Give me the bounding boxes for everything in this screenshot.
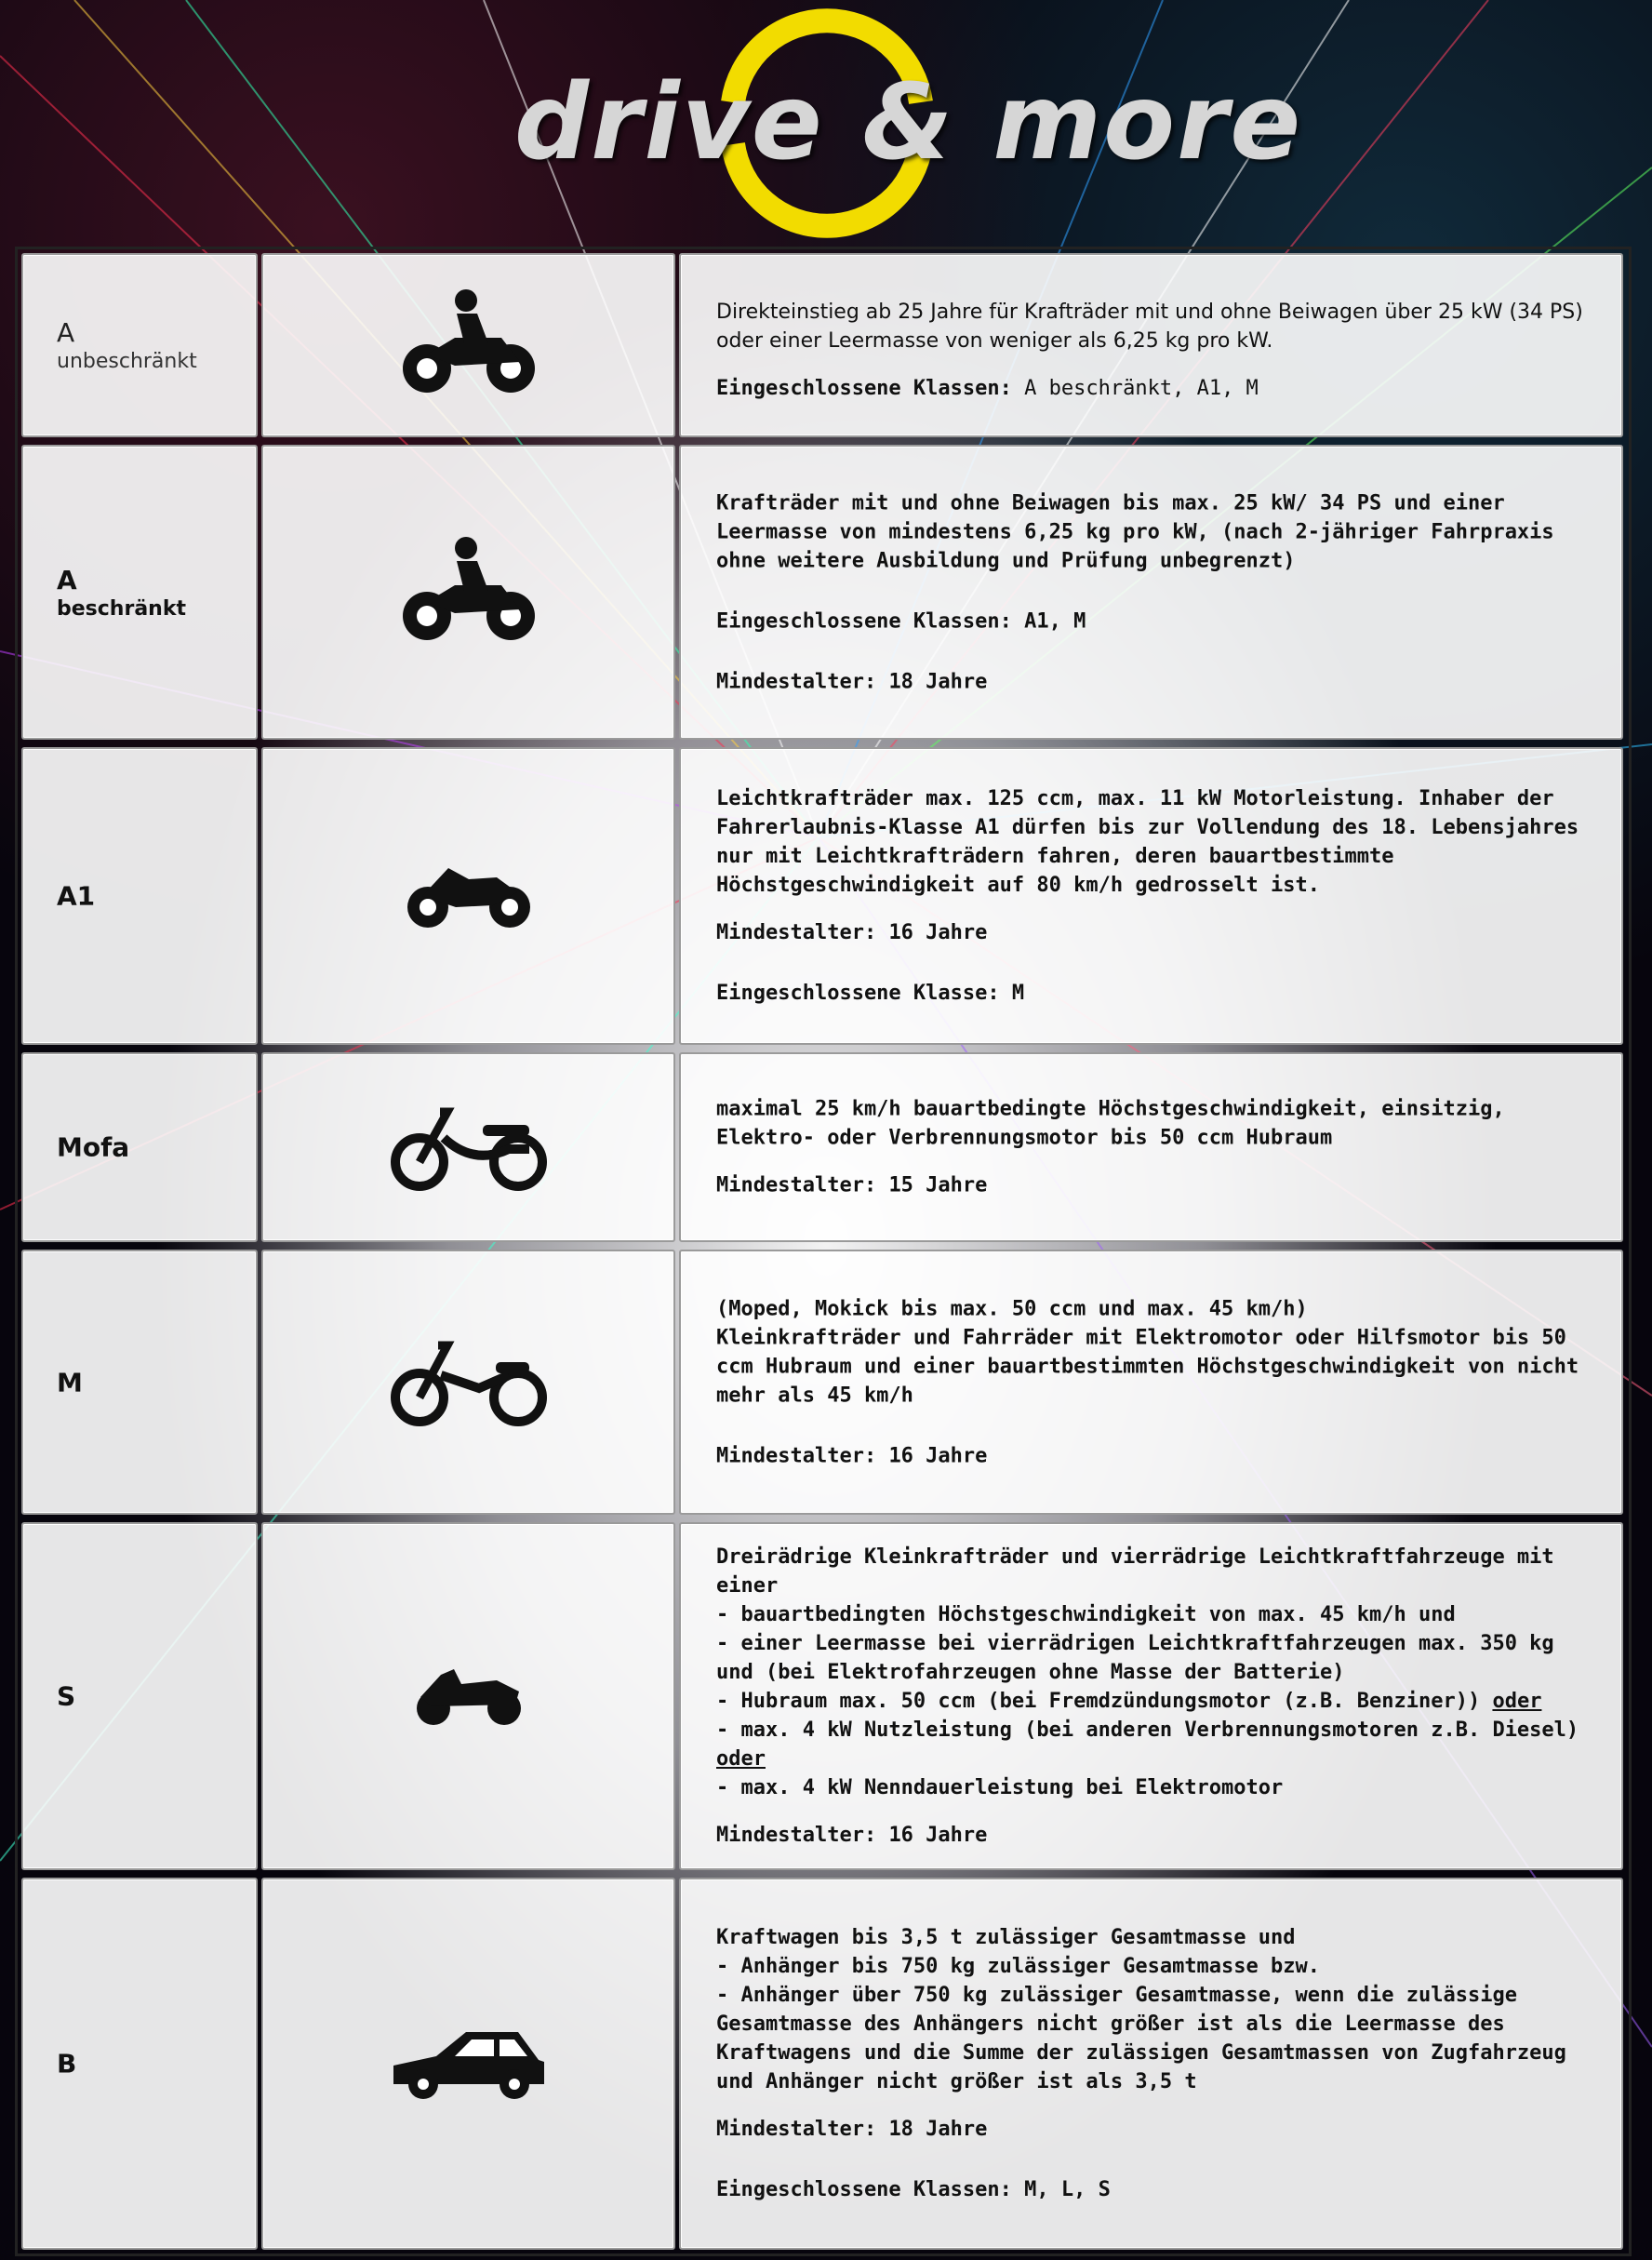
min-age-value: 16 Jahre [888, 921, 988, 944]
min-age-label: Mindestalter: [716, 2118, 877, 2141]
oder-label: oder [716, 1747, 766, 1771]
description-text: - max. 4 kW Nutzleistung (bei anderen Verbrennungsmotoren z.B. Diesel) [716, 1718, 1579, 1742]
class-label: A unbeschränkt [57, 317, 197, 373]
description-cell [679, 445, 1623, 740]
table-row-b [18, 1874, 1629, 2253]
brand-logo[interactable]: drive & more [514, 62, 1303, 183]
description-cell [679, 253, 1623, 437]
table-row-mofa [18, 1049, 1629, 1246]
class-cell [21, 1878, 258, 2250]
description-text: - Anhänger über 750 kg zulässiger Gesamtmasse, wenn die zulässige Gesamtmasse des Anhängers nicht größer ist als die Leermasse des Kraftwagens und die Summe der zulässigen Gesamtmassen von Zugfahrzeug und Anhänger nicht größer ist als 3,5 t [716, 1984, 1566, 2093]
class-label: S [57, 1680, 76, 1712]
license-class-table [15, 247, 1632, 2256]
description-text: Krafträder mit und ohne Beiwagen bis max. 25 kW/ 34 PS und einer Leermasse von mindestens 6,25 kg pro kW, (nach 2-jähriger Fahrpraxis ohne weitere Ausbildung und Prüfung unbegrenzt) [716, 491, 1554, 572]
class-label: Mofa [57, 1131, 130, 1163]
icon-cell [261, 445, 675, 740]
class-cell [21, 253, 258, 437]
header [0, 0, 1652, 247]
description-cell [679, 1878, 1623, 2250]
class-cell [21, 1052, 258, 1242]
icon-cell [261, 1052, 675, 1242]
description-text: - Anhänger bis 750 kg zulässiger Gesamtmasse bzw. [716, 1955, 1321, 1978]
description-text: Leichtkrafträder max. 125 ccm, max. 11 kW Motorleistung. Inhaber der Fahrerlaubnis-Klasse A1 dürfen bis zur Vollendung des 18. Lebensjahres nur mit Leichtkrafträdern fahren, deren bauartbestimmte Höchstgeschwindigkeit auf 80 km/h gedrosselt ist. [716, 787, 1579, 897]
description [716, 1095, 1593, 1200]
min-age-value: 16 Jahre [888, 1824, 988, 1847]
icon-cell [261, 1522, 675, 1870]
class-label: A1 [57, 880, 96, 912]
description-text: - Hubraum max. 50 ccm (bei Fremdzündungsmotor (z.B. Benziner)) [716, 1690, 1481, 1713]
min-age-value: 16 Jahre [888, 1444, 988, 1467]
class-cell [21, 747, 258, 1045]
description-text: Direkteinstieg ab 25 Jahre für Krafträder mit und ohne Beiwagen über 25 kW (34 PS) oder einer Leermasse von weniger als 6,25 kg pro kW. [716, 301, 1583, 353]
motorcycle-rider-icon [399, 537, 539, 649]
icon-cell [261, 1250, 675, 1515]
class-sublabel: unbeschränkt [57, 350, 197, 373]
min-age-label: Mindestalter: [716, 921, 877, 944]
description-text: Kraftwagen bis 3,5 t zulässiger Gesamtmasse und [716, 1926, 1296, 1949]
min-age-label: Mindestalter: [716, 1173, 877, 1197]
included-classes: M, L, S [1024, 2178, 1111, 2201]
class-label: B [57, 2048, 77, 2079]
description-text: - einer Leermasse bei vierrädrigen Leichtkraftfahrzeugen max. 350 kg und (bei Elektrofahrzeugen ohne Masse der Batterie) [716, 1632, 1554, 1684]
description [716, 298, 1593, 403]
car-icon [390, 2028, 548, 2099]
description-text: - bauartbedingten Höchstgeschwindigkeit von max. 45 km/h und [716, 1603, 1456, 1626]
included-classes: A beschränkt, A1, M [1024, 377, 1259, 400]
icon-cell [261, 1878, 675, 2250]
class-sublabel: beschränkt [57, 596, 186, 621]
min-age-label: Mindestalter: [716, 1824, 877, 1847]
description-cell [679, 747, 1623, 1045]
description-cell [679, 1052, 1623, 1242]
icon-cell [261, 747, 675, 1045]
description-cell [679, 1250, 1623, 1515]
class-cell [21, 1522, 258, 1870]
description [716, 488, 1593, 696]
min-age-label: Mindestalter: [716, 670, 877, 693]
class-cell [21, 1250, 258, 1515]
motorcycle-rider-icon [399, 289, 539, 401]
description [716, 1294, 1593, 1470]
included-label: Eingeschlossene Klasse: [716, 982, 1000, 1005]
moped-icon [390, 1336, 548, 1429]
description-text: (Moped, Mokick bis max. 50 ccm und max. 45 km/h) [716, 1297, 1308, 1320]
description [716, 1543, 1593, 1850]
quad-icon [413, 1664, 525, 1729]
class-label: M [57, 1367, 83, 1397]
description-text: - max. 4 kW Nenndauerleistung bei Elektromotor [716, 1776, 1284, 1799]
description [716, 784, 1593, 1008]
description [716, 1923, 1593, 2204]
table-row-a-unbeschraenkt [18, 249, 1629, 441]
icon-cell [261, 253, 675, 437]
description-text: Dreirädrige Kleinkrafträder und vierrädrige Leichtkraftfahrzeuge mit einer [716, 1545, 1554, 1598]
description-text: maximal 25 km/h bauartbedingte Höchstgeschwindigkeit, einsitzig, Elektro- oder Verbrennungsmotor bis 50 ccm Hubraum [716, 1097, 1505, 1150]
included-classes: A1, M [1024, 609, 1086, 633]
min-age-value: 18 Jahre [888, 670, 988, 693]
included-classes: M [1011, 982, 1025, 1005]
min-age-value: 15 Jahre [888, 1173, 988, 1197]
class-cell [21, 445, 258, 740]
min-age-value: 18 Jahre [888, 2118, 988, 2141]
description-cell [679, 1522, 1623, 1870]
table-row-m [18, 1246, 1629, 1518]
included-label: Eingeschlossene Klassen: [716, 377, 1012, 400]
light-motorcycle-icon [404, 859, 534, 933]
class-label: A beschränkt [57, 564, 186, 621]
min-age-label: Mindestalter: [716, 1444, 877, 1467]
description-text: Kleinkrafträder und Fahrräder mit Elektromotor oder Hilfsmotor bis 50 ccm Hubraum und einer bauartbestimmten Höchstgeschwindigkeit von nicht mehr als 45 km/h [716, 1326, 1579, 1407]
table-row-a1 [18, 743, 1629, 1049]
table-row-a-beschraenkt [18, 441, 1629, 743]
included-label: Eingeschlossene Klassen: [716, 609, 1012, 633]
mofa-icon [390, 1101, 548, 1194]
table-row-s [18, 1518, 1629, 1874]
included-label: Eingeschlossene Klassen: [716, 2178, 1012, 2201]
oder-label: oder [1492, 1690, 1542, 1713]
